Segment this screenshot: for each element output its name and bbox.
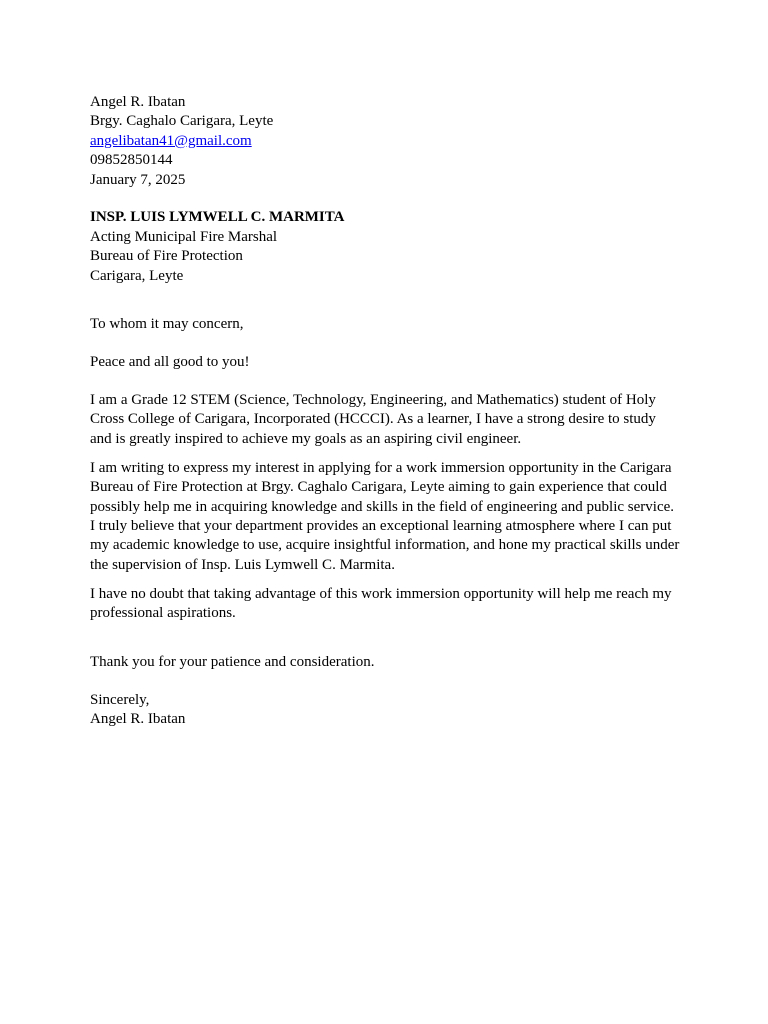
sender-phone: 09852850144 <box>90 152 173 169</box>
closing-thanks: Thank you for your patience and consideration. <box>90 653 375 670</box>
spacer <box>90 286 680 315</box>
spacer <box>90 334 680 353</box>
closing: Sincerely, <box>90 691 150 708</box>
sender-address: Brgy. Caghalo Carigara, Leyte <box>90 113 274 130</box>
recipient-organization: Bureau of Fire Protection <box>90 248 243 265</box>
spacer <box>90 190 680 208</box>
salutation: To whom it may concern, <box>90 316 244 333</box>
letter-date: January 7, 2025 <box>90 171 186 188</box>
body-paragraph-intro: I am a Grade 12 STEM (Science, Technology, Engineering, and Mathematics) student of Holy Cross College of Carigara, Incorporated (HCCCI). As a learner, I have a strong desire to study and is greatly inspired to achieve my goals as an aspiring civil engineer. <box>90 392 656 447</box>
recipient-title: Acting Municipal Fire Marshal <box>90 228 278 245</box>
spacer <box>90 624 680 653</box>
recipient-name: INSP. LUIS LYMWELL C. MARMITA <box>90 209 345 226</box>
recipient-block <box>90 208 680 286</box>
body-paragraph-interest: I am writing to express my interest in applying for a work immersion opportunity in the Carigara Bureau of Fire Protection at Brgy. Caghalo Carigara, Leyte aiming to gain experience that could possibly help me in acquiring knowledge and skills in the field of engineering and public service. I truly believe that your department provides an exceptional learning atmosphere where I can put my academic knowledge to use, acquire insightful information, and hone my practical skills under the supervision of Insp. Luis Lymwell C. Marmita. <box>90 459 680 573</box>
greeting: Peace and all good to you! <box>90 354 250 371</box>
spacer <box>90 449 680 459</box>
body-paragraph-aspiration: I have no doubt that taking advantage of this work immersion opportunity will help me reach my professional aspirations. <box>90 585 672 622</box>
spacer <box>90 672 680 691</box>
signature-name: Angel R. Ibatan <box>90 711 186 728</box>
spacer <box>90 575 680 585</box>
sender-block <box>90 93 680 190</box>
letter-document <box>90 93 680 730</box>
recipient-location: Carigara, Leyte <box>90 267 184 284</box>
sender-email-link[interactable]: angelibatan41@gmail.com <box>90 132 252 149</box>
spacer <box>90 372 680 391</box>
sender-name: Angel R. Ibatan <box>90 94 186 110</box>
